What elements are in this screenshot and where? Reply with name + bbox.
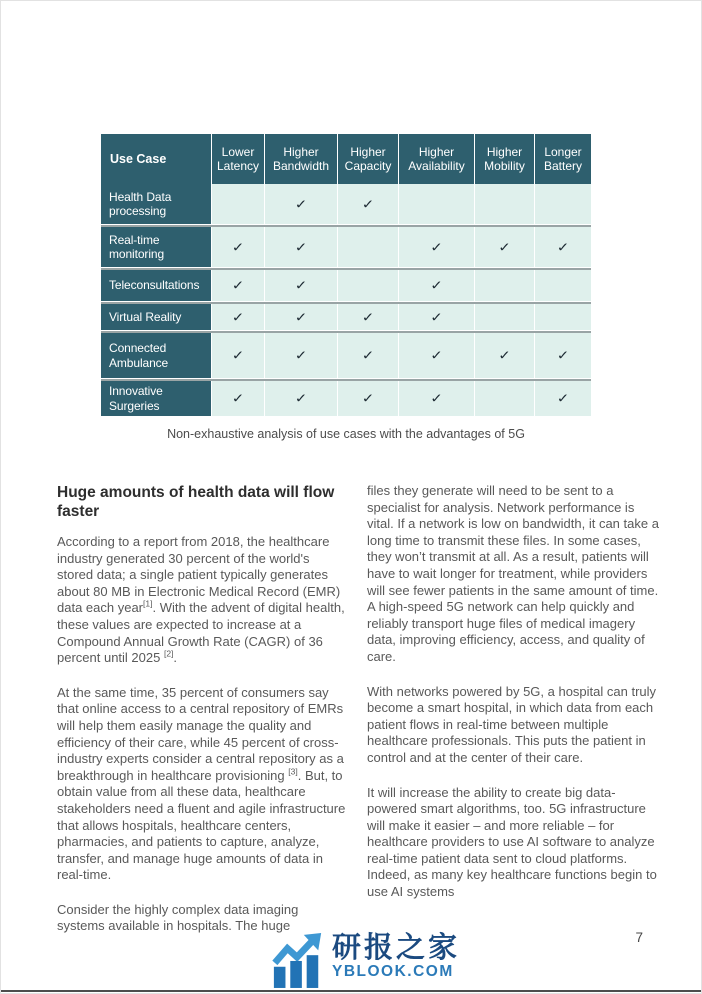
left-paragraphs [57,534,347,935]
check-cell [265,381,337,416]
check-icon: ✓ [498,238,511,255]
check-cell [265,227,337,267]
empty-cell [475,270,534,301]
row-label: Real-time monitoring [101,227,211,267]
check-icon: ✓ [361,390,375,406]
empty-cell [535,304,591,330]
check-icon: ✓ [498,347,511,363]
header-advantage: Higher Mobility [475,134,534,184]
check-icon: ✓ [430,347,443,363]
check-icon: ✓ [430,277,443,293]
use-case-table [101,134,591,441]
check-cell [535,227,591,267]
header-advantage: Higher Availability [399,134,474,184]
check-icon: ✓ [430,308,443,325]
row-label: Health Data processing [101,184,211,224]
article-columns [57,483,659,935]
empty-cell [475,381,534,416]
check-icon: ✓ [294,195,308,212]
table-row [101,268,591,301]
check-cell [212,304,264,330]
article-right-column [367,483,659,901]
check-icon: ✓ [231,347,245,363]
check-icon: ✓ [294,238,308,255]
check-icon: ✓ [294,308,308,325]
check-cell [212,270,264,301]
article-heading: Huge amounts of health data will flow faster [57,484,335,520]
table-caption: Non-exhaustive analysis of use cases with the advantages of 5G [167,427,525,441]
check-icon: ✓ [361,347,375,363]
footnote-ref: [2] [163,648,174,659]
row-label: Connected Ambulance [101,333,211,378]
check-icon: ✓ [430,390,443,406]
table-row [101,184,591,224]
header-use-case: Use Case [101,134,211,184]
check-cell [265,304,337,330]
check-icon: ✓ [231,390,245,406]
footnote-ref: [1] [143,599,153,610]
paragraph: At the same time, 35 percent of consumers say that online access to a central repository of EMRs will help them easily manage the quality and efficiency of their care, while 45 percent of cross-industry experts consider a central repository as a breakthrough in healthcare provisioning [3]. But, to obtain value from all these data, healthcare stakeholders need a fluent and agile infrastructure that allows hospitals, healthcare centers, pharmacies, and patients to capture, analyze, transfer, and manage huge amounts of data in real-time. [57,684,346,883]
footnote-ref: [3] [288,766,298,777]
table-body [101,184,591,416]
row-label: Innovative Surgeries [101,381,211,416]
check-icon: ✓ [556,347,570,363]
watermark-text [332,932,460,981]
check-icon: ✓ [294,277,308,293]
check-icon: ✓ [294,347,308,363]
check-cell [338,304,398,330]
check-cell [265,270,337,301]
header-advantage: Lower Latency [212,134,264,184]
page-number: 7 [635,930,643,945]
watermark-site: YBLOOK.COM [332,963,454,980]
header-advantage: Longer Battery [535,134,591,184]
header-advantage: Higher Capacity [338,134,398,184]
check-cell [212,333,264,378]
empty-cell [535,184,591,224]
empty-cell [338,227,398,267]
check-icon: ✓ [294,390,308,406]
check-cell [212,227,264,267]
check-cell [338,333,398,378]
check-cell [338,381,398,416]
check-cell [475,333,534,378]
check-icon: ✓ [231,238,245,255]
table-row [101,302,591,330]
page-bottom-rule [1,990,701,992]
empty-cell [475,304,534,330]
check-icon: ✓ [231,277,245,293]
paragraph: According to a report from 2018, the healthcare industry generated 30 percent of the world's stored data; a single patient typically generates about 80 MB in Electronic Medical Record (EMR) data each year[1]. With the advent of digital health, these values are expected to increase at a Compound Annual Growth Rate (CAGR) of 36 percent until 2025 [2]. [57,534,345,666]
check-cell [535,333,591,378]
watermark [271,932,460,993]
table-header-row [101,134,591,184]
check-icon: ✓ [231,308,245,325]
check-cell [475,227,534,267]
check-cell [399,227,474,267]
paragraph: It will increase the ability to create big data-powered smart algorithms, too. 5G infrastructure will make it easier – and more reliable – for healthcare providers to use AI software to analyze real-time patient data sent to cloud platforms. Indeed, as many key healthcare functions begin to use AI systems [367,784,657,900]
empty-cell [535,270,591,301]
check-cell [338,184,398,224]
check-cell [399,270,474,301]
check-cell [535,381,591,416]
check-icon: ✓ [556,238,570,255]
check-cell [399,381,474,416]
empty-cell [338,270,398,301]
check-cell [399,333,474,378]
table-row [101,379,591,416]
empty-cell [475,184,534,224]
row-label: Teleconsultations [101,270,211,301]
empty-cell [212,184,264,224]
check-cell [212,381,264,416]
table-row [101,331,591,378]
check-cell [399,304,474,330]
paragraph: With networks powered by 5G, a hospital can truly become a smart hospital, in which data from each patient flows in real-time between multiple healthcare professionals. This puts the patient in control and at the center of their care. [367,683,657,765]
header-advantage: Higher Bandwidth [265,134,337,184]
check-icon: ✓ [556,390,570,406]
check-cell [265,184,337,224]
row-label: Virtual Reality [101,304,211,330]
paragraph: Consider the highly complex data imaging systems available in hospitals. The huge [57,901,299,934]
empty-cell [399,184,474,224]
bar-chart-arrow-icon [271,932,325,993]
check-icon: ✓ [361,308,375,325]
article-left-column [57,483,347,935]
check-icon: ✓ [361,195,375,212]
check-cell [265,333,337,378]
watermark-chinese: 研报之家 [332,930,461,964]
table-row [101,225,591,267]
paragraph: files they generate will need to be sent to a specialist for analysis. Network performance is vital. If a network is low on bandwidth, it can take a long time to transmit these files. In some cases, they won’t transmit at all. As a result, patients will have to wait longer for treatment, while providers will see fewer patients in the same amount of time. A high-speed 5G network can help quickly and reliably transport huge files of medical imagery data, improving efficiency, access, and quality of care. [367,483,659,664]
check-icon: ✓ [430,238,443,255]
